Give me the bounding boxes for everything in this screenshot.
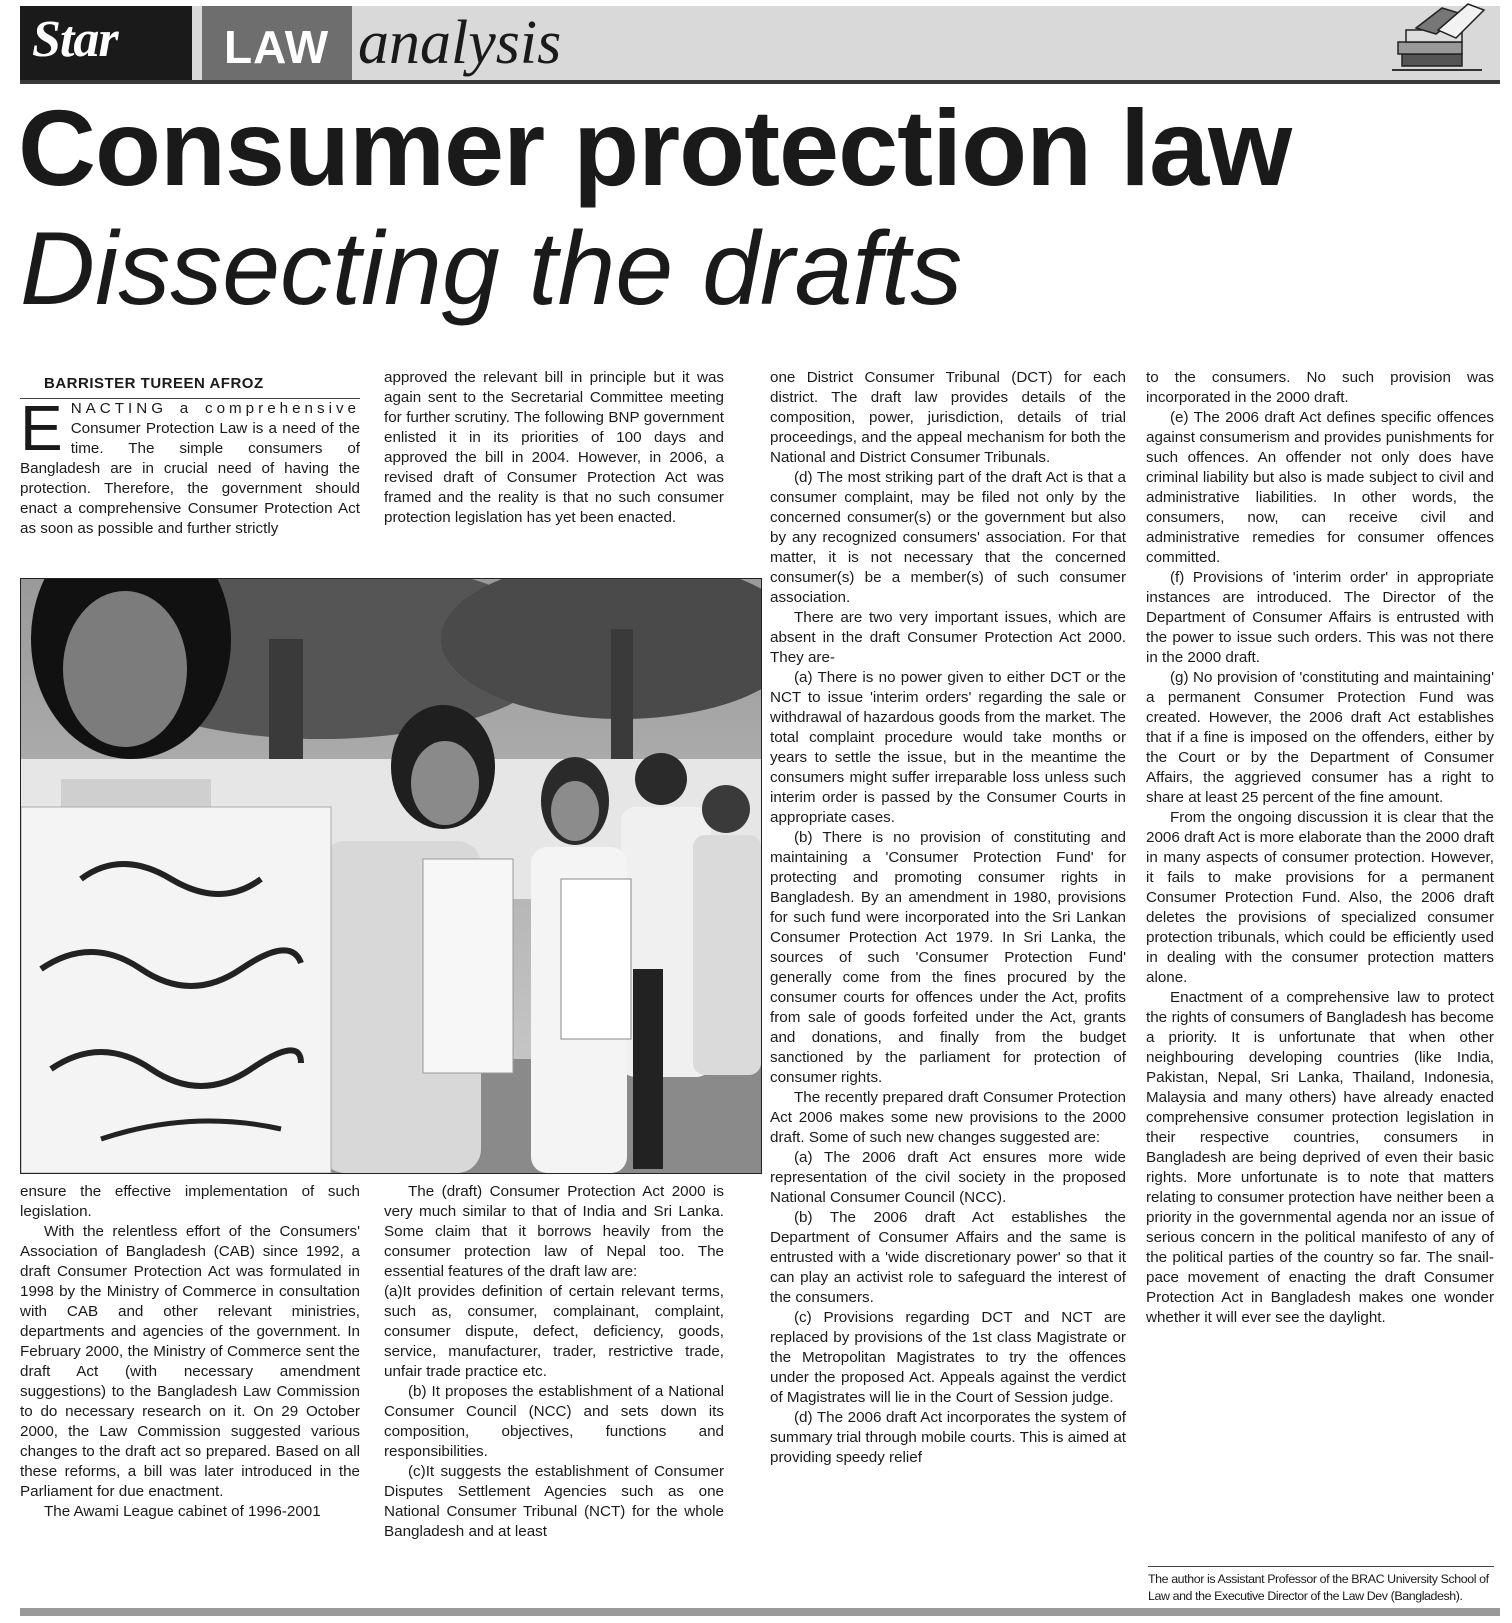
col3-paragraph-7: (a) The 2006 draft Act ensures more wide representation of the civil society in the proposed National Consumer Council (NCC).: [770, 1149, 1126, 1206]
col1-paragraph-1: ensure the effective implementation of such legislation.: [20, 1183, 360, 1220]
col3-paragraph-1: one District Consumer Tribunal (DCT) for each district. The draft law provides details of the composition, power, jurisdiction, details of trial proceedings, and the appeal mechanism for both the National and District Consumer Tribunals.: [770, 369, 1126, 466]
col2-paragraph-2: (a)It provides definition of certain relevant terms, such as, consumer, complainant, complaint, consumer dispute, defect, deficiency, goods, service, manufacturer, trader, restrictive trade, unfair trade practice etc.: [384, 1283, 724, 1380]
col2-paragraph-1: The (draft) Consumer Protection Act 2000 is very much similar to that of India and Sri Lanka. Some claim that it borrows heavily from the consumer protection law of Nepal too. The essential features of the draft law are:: [384, 1183, 724, 1280]
col4-paragraph-6: Enactment of a comprehensive law to protect the rights of consumers of Bangladesh has become a priority. It is unfortunate that when other neighbouring developing countries (like India, Pakistan, Nepal, Sri Lanka, Thailand, Indonesia, Malaysia and many others) have already enacted comprehensive consumer protection legislation in their respective countries, consumers in Bangladesh are being deprived of even their basic rights. More unfortunate is to note that matters relating to consumer protection have neither been a priority in the governmental agenda nor an issue of serious concern in the political manifesto of any of the political parties of the country so far. The snail-pace movement of enacting the draft Consumer Protection Act in Bangladesh makes one wonder whether it will ever see the daylight.: [1146, 989, 1494, 1326]
law-block: [202, 6, 352, 80]
col3-paragraph-4: (a) There is no power given to either DCT or the NCT to issue 'interim orders' regarding the sale or withdrawal of hazardous goods from the market. The total complaint procedure would take months or years to settle the issue, but in the meantime the consumers might suffer irreparable loss unless such interim order is passed by the Consumer Courts in appropriate cases.: [770, 669, 1126, 826]
section-law-label: LAW: [224, 21, 330, 73]
col2-paragraph-3: (b) It proposes the establishment of a National Consumer Council (NCC) and sets down its composition, objectives, functions and responsibilities.: [384, 1383, 724, 1460]
lead-spaced-text: NACTING a comprehensive: [70, 400, 360, 417]
headline: Consumer protection law: [18, 87, 1292, 208]
lead-text: Consumer Protection Law is a need of the time. The simple consumers of Bangladesh are in crucial need of having the protection. Therefore, the government should enact a comprehensive Consumer Protection Act as soon as possible and further strictly: [20, 420, 360, 537]
column-1-bottom: [20, 1182, 360, 1522]
col1-paragraph-2: With the relentless effort of the Consumers' Association of Bangladesh (CAB) since 1992, a draft Consumer Protection Act was formulated in 1998 by the Ministry of Commerce in consultation with CAB and other relevant ministries, departments and agencies of the government. In February 2000, the Ministry of Commerce sent the draft Act (with necessary amendment suggestions) to the Bangladesh Law Commission to do necessary research on it. On 29 October 2000, the Law Commission suggested various changes to the draft act so prepared. Based on all these reforms, a bill was later introduced in the Parliament for due enactment.: [20, 1223, 360, 1500]
dropcap: E: [20, 392, 63, 464]
col4-paragraph-1: to the consumers. No such provision was incorporated in the 2000 draft.: [1146, 369, 1494, 406]
column-2-top: [384, 368, 724, 528]
bottom-rule: [20, 1608, 1500, 1616]
col3-paragraph-3: There are two very important issues, which are absent in the draft Consumer Protection Act 2000. They are-: [770, 609, 1126, 666]
books-icon: [1372, 0, 1492, 78]
col3-paragraph-6: The recently prepared draft Consumer Protection Act 2006 makes some new provisions to the 2000 draft. Some of such new changes suggested are:: [770, 1089, 1126, 1146]
protest-photo: [20, 578, 762, 1174]
col3-paragraph-8: (b) The 2006 draft Act establishes the Department of Consumer Affairs and the same is entrusted with a 'wide discretionary power' so that it can play an activist role to safeguard the interest of the consumers.: [770, 1209, 1126, 1306]
col4-paragraph-4: (g) No provision of 'constituting and maintaining' a permanent Consumer Protection Fund was created. However, the 2006 draft Act establishes that if a fine is imposed on the offenders, either by the Court or by the Department of Consumer Affairs, the aggrieved consumer has a right to share at least 25 percent of the fine amount.: [1146, 669, 1494, 806]
column-1-top: [20, 374, 360, 539]
star-logo-text: Star: [32, 11, 118, 68]
column-3: [770, 368, 1126, 1468]
col3-paragraph-9: (c) Provisions regarding DCT and NCT are replaced by provisions of the 1st class Magistrate or the Metropolitan Magistrates to try the offences under the proposed Act. Appeals against the verdict of Magistrates will lie in the Court of Session judge.: [770, 1309, 1126, 1406]
col3-paragraph-2: (d) The most striking part of the draft Act is that a consumer complaint, may be filed not only by the concerned consumer(s) or the government but also by any recognized consumers' association. For that matter, it is not necessary that the concerned consumer(s) be a member(s) of such consumer association.: [770, 469, 1126, 606]
col4-paragraph-2: (e) The 2006 draft Act defines specific offences against consumerism and provides punishments for such offences. An offender not only does have criminal liability but also is made subject to civil and administrative liabilities. In other words, the consumers, now, can receive civil and administrative remedies for consumer offences committed.: [1146, 409, 1494, 566]
col2-paragraph-4: (c)It suggests the establishment of Consumer Disputes Settlement Agencies such as one National Consumer Tribunal (NCT) for the whole Bangladesh and at least: [384, 1463, 724, 1540]
col2-top-paragraph: approved the relevant bill in principle but it was again sent to the Secretarial Committee meeting for further scrutiny. The following BNP government enlisted it in its priorities of 100 days and approved the bill in 2004. However, in 2006, a revised draft of Consumer Protection Act was framed and the reality is that no such consumer protection legislation has yet been enacted.: [384, 369, 724, 526]
protest-photo-image: [21, 579, 761, 1173]
column-2-bottom: [384, 1182, 724, 1542]
masthead-band: [20, 6, 1500, 80]
lead-paragraph: [20, 392, 360, 539]
star-logo: [20, 6, 192, 80]
col1-paragraph-3: The Awami League cabinet of 1996-2001: [44, 1503, 321, 1520]
author-footnote: The author is Assistant Professor of the BRAC University School of Law and the Executive Director of the Law Dev (Bangladesh).: [1148, 1566, 1494, 1605]
col3-paragraph-10: (d) The 2006 draft Act incorporates the system of summary trial through mobile courts. This is aimed at providing speedy relief: [770, 1409, 1126, 1466]
column-4: [1146, 368, 1494, 1328]
col3-paragraph-5: (b) There is no provision of constituting and maintaining a 'Consumer Protection Fund' for protecting and promoting consumer rights in Bangladesh. By an amendment in 1980, provisions for such fund were incorporated into the Sri Lankan Consumer Protection Act 1979. In Sri Lanka, the sources of such 'Consumer Protection Fund' generally come from the fines procured by the consumer courts for offences under the Act, profits from sale of goods forfeited under the Act, grants and donations, and finally from the budget sanctioned by the parliament for protection of consumer rights.: [770, 829, 1126, 1086]
section-analysis-label: analysis: [358, 9, 562, 77]
col4-paragraph-3: (f) Provisions of 'interim order' in appropriate instances are introduced. The Director of the Department of Consumer Affairs is entrusted with the power to issue such orders. This was not there in the 2000 draft.: [1146, 569, 1494, 666]
col4-paragraph-5: From the ongoing discussion it is clear that the 2006 draft Act is more elaborate than the 2000 draft in many aspects of consumer protection. However, it fails to make provisions for a permanent Consumer Protection Fund. Also, the 2006 draft deletes the provisions of specialized consumer protection tribunals, which could be efficiently used in dealing with the consumer protection matters alone.: [1146, 809, 1494, 986]
masthead-rule: [20, 80, 1500, 84]
byline: BARRISTER TUREEN AFROZ: [20, 374, 360, 399]
subheadline: Dissecting the drafts: [20, 211, 963, 327]
